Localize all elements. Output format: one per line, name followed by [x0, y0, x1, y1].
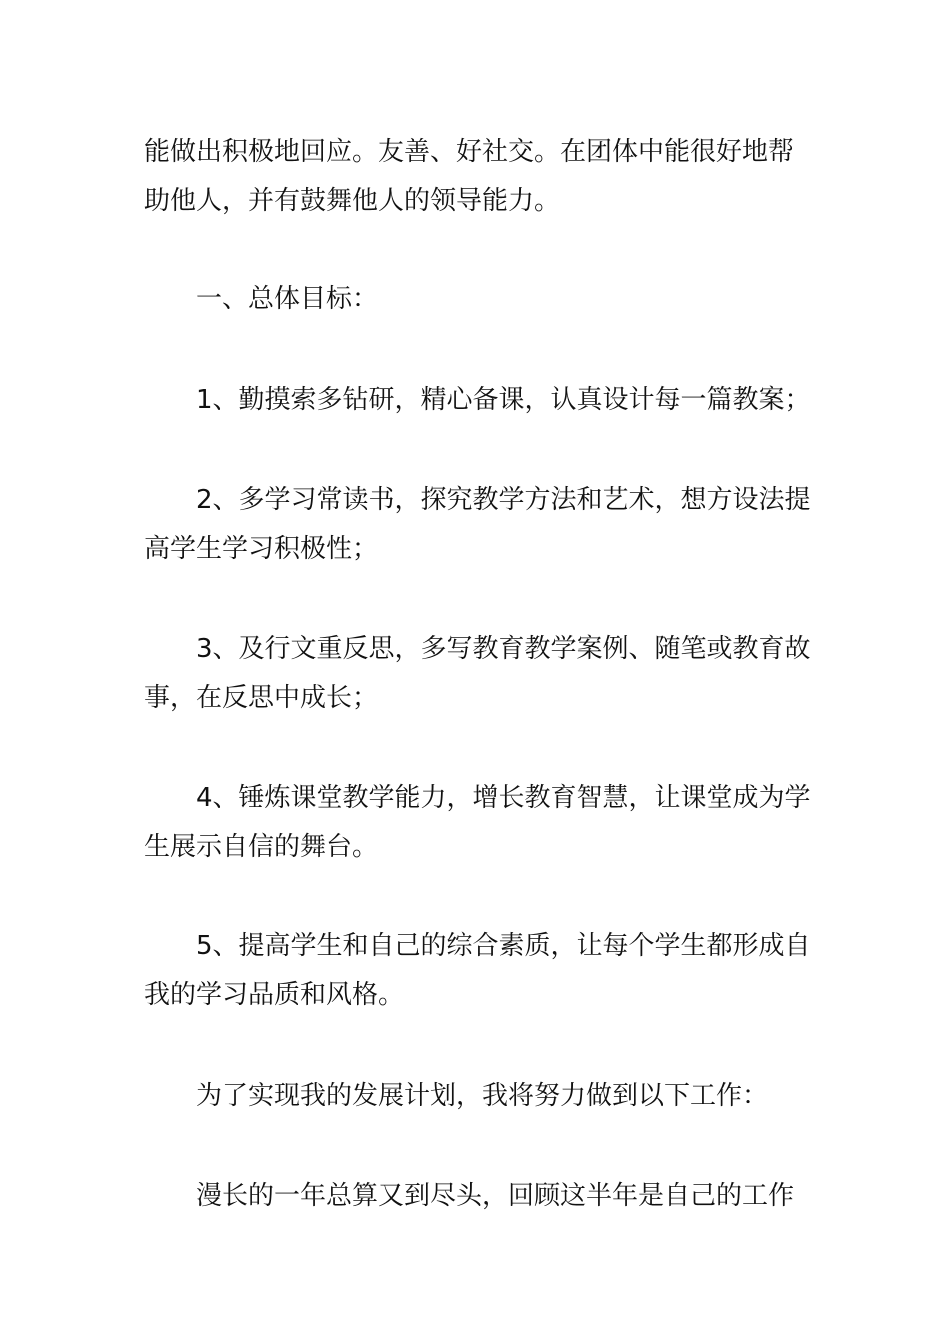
- text-line: 高学生学习积极性；: [144, 534, 379, 564]
- goal-item-1: [144, 376, 809, 425]
- section-heading: 一、总体目标：: [196, 284, 379, 314]
- goal-item-2: [144, 476, 809, 574]
- text-line: 助他人，并有鼓舞他人的领导能力。: [144, 186, 561, 216]
- goal-item-3: [144, 625, 809, 723]
- text-line: 漫长的一年总算又到尽头，回顾这半年是自己的工作: [196, 1181, 795, 1211]
- text-line: 我的学习品质和风格。: [144, 980, 405, 1010]
- text-line: 能做出积极地回应。友善、好社交。在团体中能很好地帮: [144, 137, 795, 167]
- text-line: 3、及行文重反思，多写教育教学案例、随笔或教育故: [196, 634, 811, 664]
- paragraph-plan: [144, 1072, 809, 1121]
- paragraph-intro: [144, 128, 809, 226]
- text-line: 为了实现我的发展计划，我将努力做到以下工作：: [196, 1081, 769, 1111]
- paragraph-review: [144, 1172, 809, 1221]
- text-line: 事，在反思中成长；: [144, 683, 379, 713]
- text-line: 1、勤摸索多钻研，精心备课，认真设计每一篇教案；: [196, 385, 811, 415]
- text-line: 生展示自信的舞台。: [144, 832, 379, 862]
- text-line: 5、提高学生和自己的综合素质，让每个学生都形成自: [196, 931, 811, 961]
- goal-item-4: [144, 774, 809, 872]
- text-line: 4、锤炼课堂教学能力，增长教育智慧，让课堂成为学: [196, 783, 811, 813]
- goal-item-5: [144, 922, 809, 1020]
- text-line: 2、多学习常读书，探究教学方法和艺术，想方设法提: [196, 485, 811, 515]
- heading-overall-goals: [144, 275, 809, 324]
